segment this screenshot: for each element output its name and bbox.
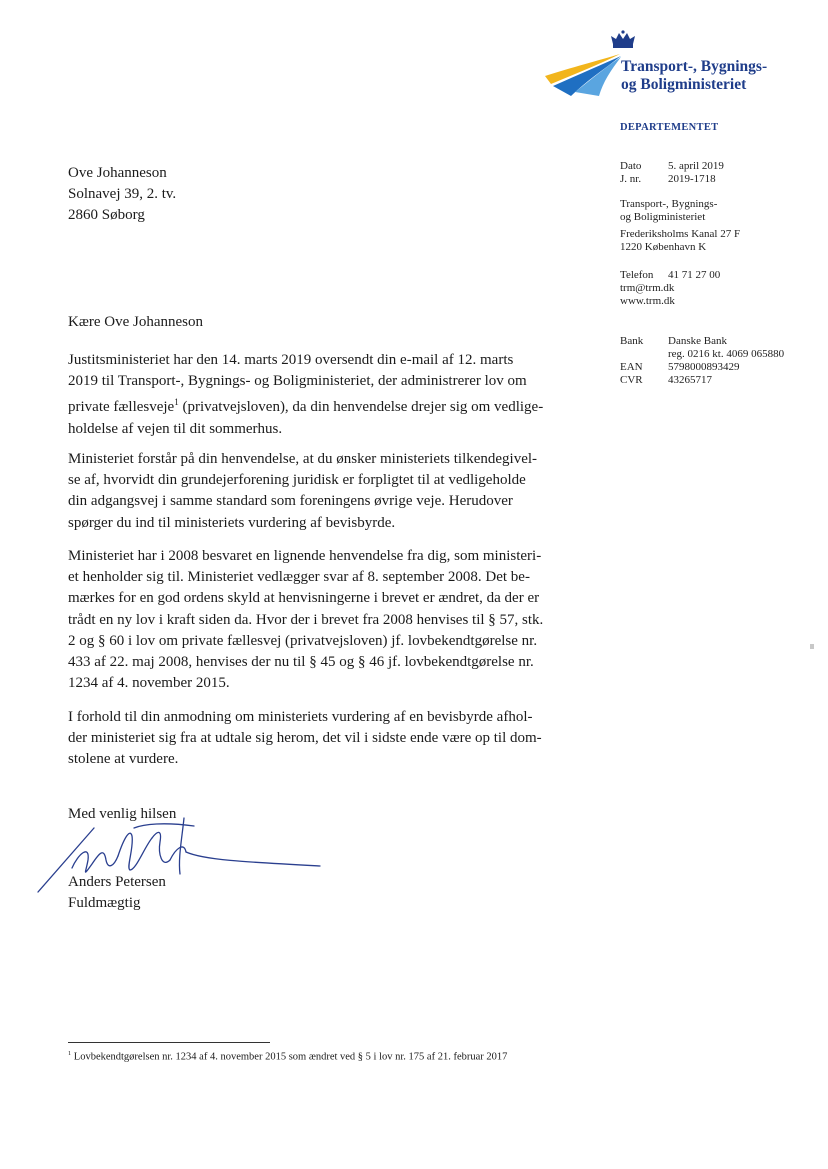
text-line: se af, hvorvidt din grundejerforening juridisk er forpligtet til at vedligeholde (68, 472, 526, 489)
bank-reg: reg. 0216 kt. 4069 065880 (668, 348, 785, 360)
text-line: Justitsministeriet har den 14. marts 2019 oversendt din e-mail af 12. marts (68, 352, 514, 368)
bank-details (620, 335, 784, 387)
address-line1: Transport-, Bygnings- (620, 198, 718, 210)
text-line: 433 af 22. maj 2008, henvises der nu til § 45 og § 46 jf. lovbekendtgørelse nr. (68, 654, 534, 671)
ministry-logo (545, 30, 815, 110)
text-line (68, 392, 608, 418)
reference-value: 2019-1718 (668, 173, 716, 185)
address-line4: 1220 København K (620, 241, 707, 253)
text-line: 1234 af 4. november 2015. (68, 675, 230, 692)
recipient-street: Solnavej 39, 2. tv. (68, 186, 177, 202)
date-row (620, 160, 724, 173)
ean-row (620, 361, 784, 374)
address-line3: Frederiksholms Kanal 27 F (620, 228, 741, 240)
phone-row (620, 269, 720, 282)
phone-value: 41 71 27 00 (668, 269, 721, 281)
cvr-row (620, 374, 784, 387)
ministry-name-line2: og Boligministeriet (621, 76, 747, 93)
bank-row (620, 335, 784, 348)
paragraph-2 (68, 449, 608, 534)
text-line: din adgangsvej i samme standard som foreningens øvrige veje. Herudover (68, 493, 513, 510)
ean-value: 5798000893429 (668, 361, 740, 373)
date-label: Dato (620, 160, 642, 172)
bank-name: Danske Bank (668, 335, 727, 347)
text-line: der ministeriet sig fra at udtale sig herom, det vil i sidste ende være op til dom- (68, 730, 542, 747)
text-line: mærkes for en god ordens skyld at henvisningerne i brevet er ændret, da der er (68, 590, 540, 607)
sender-contact (620, 269, 720, 308)
text-line: Ministeriet forstår på din henvendelse, at du ønsker ministeriets tilkendegivel- (68, 451, 538, 467)
signer-name: Anders Petersen (68, 874, 166, 890)
website-value: www.trm.dk (620, 295, 675, 307)
sender-address (620, 198, 740, 254)
closing-greeting: Med venlig hilsen (68, 806, 177, 822)
text-line: stolene at vurdere. (68, 751, 179, 768)
text-line: trådt en ny lov i kraft siden da. Hvor der i brevet fra 2008 henvises til § 57, stk. (68, 611, 544, 628)
reference-label: J. nr. (620, 173, 642, 185)
recipient-name: Ove Johanneson (68, 165, 167, 181)
footnote (68, 1050, 507, 1063)
ministry-name (621, 58, 767, 94)
email-value: trm@trm.dk (620, 282, 675, 294)
text-line: et henholder sig til. Ministeriet vedlægger svar af 8. september 2008. Det be- (68, 569, 530, 586)
bank-label: Bank (620, 335, 644, 347)
text-line: Ministeriet har i 2008 besvaret en lignende henvendelse fra dig, som ministeri- (68, 548, 542, 564)
recipient-address (68, 163, 176, 226)
salutation: Kære Ove Johanneson (68, 314, 203, 330)
address-line2: og Boligministeriet (620, 211, 706, 223)
text-line: 2019 til Transport-, Bygnings- og Boligministeriet, der administrerer lov om (68, 373, 527, 390)
text-line: holdelse af vejen til dit sommerhus. (68, 420, 283, 437)
cvr-value: 43265717 (668, 374, 712, 386)
scan-speck (810, 644, 814, 649)
text-line: 2 og § 60 i lov om private fællesvej (privatvejsloven) jf. lovbekendtgørelse nr. (68, 632, 538, 649)
date-value: 5. april 2019 (668, 160, 724, 172)
paragraph-3 (68, 546, 608, 694)
handwritten-signature (34, 808, 334, 898)
paragraph-4 (68, 707, 608, 771)
letter-meta (620, 160, 724, 186)
cvr-label: CVR (620, 374, 643, 386)
recipient-city: 2860 Søborg (68, 207, 145, 223)
reference-row (620, 173, 724, 186)
text-fragment: private fællesveje (68, 399, 175, 416)
text-line: I forhold til din anmodning om ministeriets vurdering af en bevisbyrde afhol- (68, 709, 533, 725)
text-line: spørger du ind til ministeriets vurdering af bevisbyrde. (68, 514, 396, 531)
footnote-text: Lovbekendtgørelsen nr. 1234 af 4. november 2015 som ændret ved § 5 i lov nr. 175 af 21. februar 2017 (71, 1051, 508, 1063)
footnote-marker: 1 (174, 397, 179, 408)
footnote-divider (68, 1042, 270, 1043)
bank-reg-row (620, 348, 784, 361)
text-fragment: (privatvejsloven), da din henvendelse drejer sig om vedlige- (178, 399, 544, 416)
ministry-name-line1: Transport-, Bygnings- (621, 58, 768, 75)
phone-label: Telefon (620, 269, 654, 281)
paragraph-1 (68, 350, 608, 440)
footnote-number: 1 (68, 1050, 72, 1057)
signer-title: Fuldmægtig (68, 895, 141, 911)
department-label: DEPARTEMENTET (620, 122, 719, 133)
ean-label: EAN (620, 361, 643, 373)
